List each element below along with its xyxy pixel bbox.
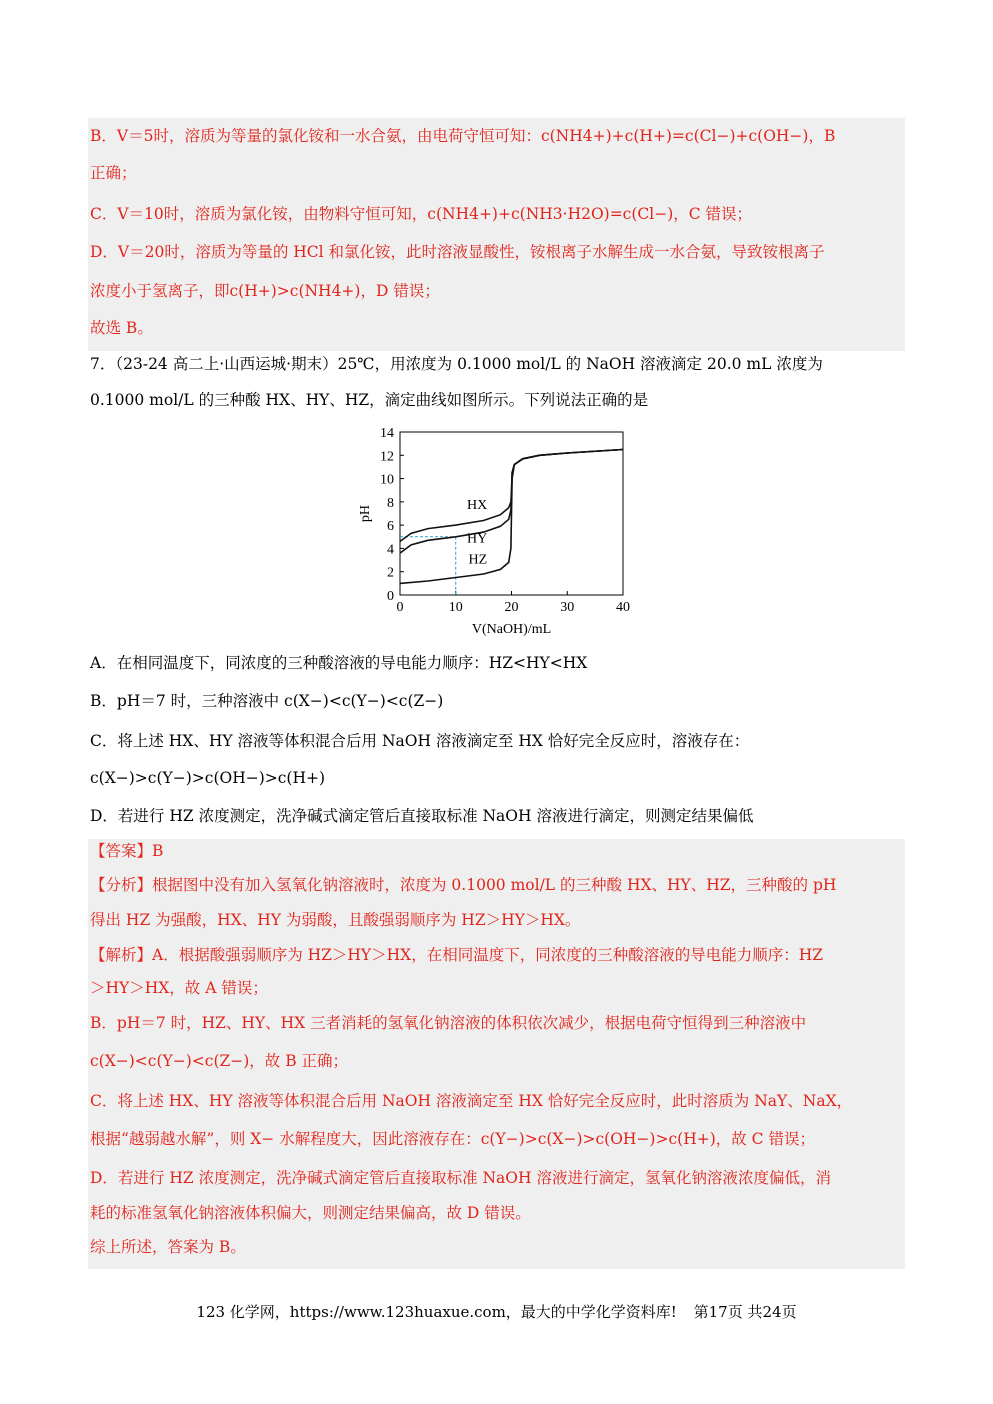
explain-b-line2: c(X−)<c(Y−)<c(Z−)，故 B 正确； (90, 1052, 349, 1070)
y-tick-label: 12 (380, 449, 394, 465)
explain-b-line1: B．pH＝7 时，HZ、HY、HX 三者消耗的氢氧化钠溶液的体积依次减少，根据电荷守恒得到三种溶液中 (90, 1014, 807, 1032)
answer-label: 【答案】B (90, 842, 164, 860)
option-c-line1: C．将上述 HX、HY 溶液等体积混合后用 NaOH 溶液滴定至 HX 恰好完全反应时，溶液存在： (90, 732, 750, 750)
explain-d-line1: D．若进行 HZ 浓度测定，洗净碱式滴定管后直接取标准 NaOH 溶液进行滴定，氢氧化钠溶液浓度偏低，消 (90, 1169, 831, 1187)
question-stem-line2: 0.1000 mol/L 的三种酸 HX、HY、HZ，滴定曲线如图所示。下列说法正确的是 (90, 391, 649, 409)
explain-c-line1: C．将上述 HX、HY 溶液等体积混合后用 NaOH 溶液滴定至 HX 恰好完全反应时，此时溶质为 NaY、NaX， (90, 1092, 853, 1110)
y-tick-label: 14 (380, 426, 394, 441)
prev-solution-b-line1: B．V＝5时，溶质为等量的氯化铵和一水合氨，由电荷守恒可知：c(NH4+)+c(H+)=c(Cl−)+c(OH−)，B (90, 127, 836, 145)
prev-solution-d-line2: 浓度小于氢离子，即c(H+)>c(NH4+)，D 错误； (90, 282, 440, 300)
explain-a-line2: ＞HY＞HX，故 A 错误； (90, 979, 268, 997)
x-tick-label: 40 (616, 600, 630, 615)
prev-solution-conclusion: 故选 B。 (90, 319, 153, 337)
y-tick-label: 10 (380, 472, 394, 488)
x-tick-label: 20 (504, 600, 519, 615)
option-d: D．若进行 HZ 浓度测定，洗净碱式滴定管后直接取标准 NaOH 溶液进行滴定，则测定结果偏低 (90, 807, 754, 825)
series-label-hz: HZ (468, 552, 488, 568)
series-label-hy: HY (466, 531, 488, 547)
y-tick-label: 0 (387, 589, 394, 604)
y-tick-label: 8 (387, 495, 394, 511)
explain-d-line2: 耗的标准氢氧化钠溶液体积偏大，则测定结果偏高，故 D 错误。 (90, 1204, 531, 1222)
explain-a-line1: 【解析】A．根据酸强弱顺序为 HZ＞HY＞HX，在相同温度下，同浓度的三种酸溶液的导电能力顺序：HZ (90, 946, 823, 964)
analysis-line1: 【分析】根据图中没有加入氢氧化钠溶液时，浓度为 0.1000 mol/L 的三种酸 HX、HY、HZ，三种酸的 pH (90, 876, 837, 894)
prev-solution-b-line2: 正确； (90, 164, 137, 182)
prev-solution-c: C．V＝10时，溶质为氯化铵，由物料守恒可知，c(NH4+)+c(NH3·H2O)=c(Cl−)，C 错误； (90, 205, 753, 223)
analysis-line2: 得出 HZ 为强酸，HX、HY 为弱酸，且酸强弱顺序为 HZ＞HY＞HX。 (90, 911, 581, 929)
y-tick-label: 6 (387, 519, 394, 535)
question-stem-line1: 7．（23-24 高二上·山西运城·期末）25℃，用浓度为 0.1000 mol/L 的 NaOH 溶液滴定 20.0 mL 浓度为 (90, 355, 823, 373)
prev-solution-d-line1: D．V＝20时，溶质为等量的 HCl 和氯化铵，此时溶液显酸性，铵根离子水解生成一水合氨，导致铵根离子 (90, 243, 825, 261)
prev-solution-block (88, 118, 905, 351)
page-footer (0, 1301, 993, 1322)
x-tick-label: 30 (560, 600, 575, 615)
option-c-line2: c(X−)>c(Y−)>c(OH−)>c(H+) (90, 769, 326, 787)
series-line-hz (400, 450, 623, 584)
y-tick-label: 4 (387, 542, 394, 558)
series-label-hx: HX (466, 497, 488, 513)
titration-curve-chart (355, 420, 645, 645)
y-tick-label: 2 (387, 565, 394, 581)
footer-page-number: 第17页 共24页 (693, 1303, 797, 1321)
x-axis-label: V(NaOH)/mL (471, 622, 552, 637)
option-a: A．在相同温度下，同浓度的三种酸溶液的导电能力顺序：HZ<HY<HX (90, 654, 588, 672)
x-tick-label: 0 (396, 600, 404, 615)
footer-site: 123 化学网，https://www.123huaxue.com，最大的中学化学资料库! (196, 1303, 677, 1321)
y-axis-label: pH (358, 504, 373, 523)
x-tick-label: 10 (448, 600, 463, 615)
explain-c-line2: 根据“越弱越水解”，则 X− 水解程度大，因此溶液存在：c(Y−)>c(X−)>c(OH−)>c(H+)，故 C 错误； (90, 1130, 815, 1148)
summary: 综上所述，答案为 B。 (90, 1238, 246, 1256)
option-b: B．pH＝7 时，三种溶液中 c(X−)<c(Y−)<c(Z−) (90, 692, 444, 710)
